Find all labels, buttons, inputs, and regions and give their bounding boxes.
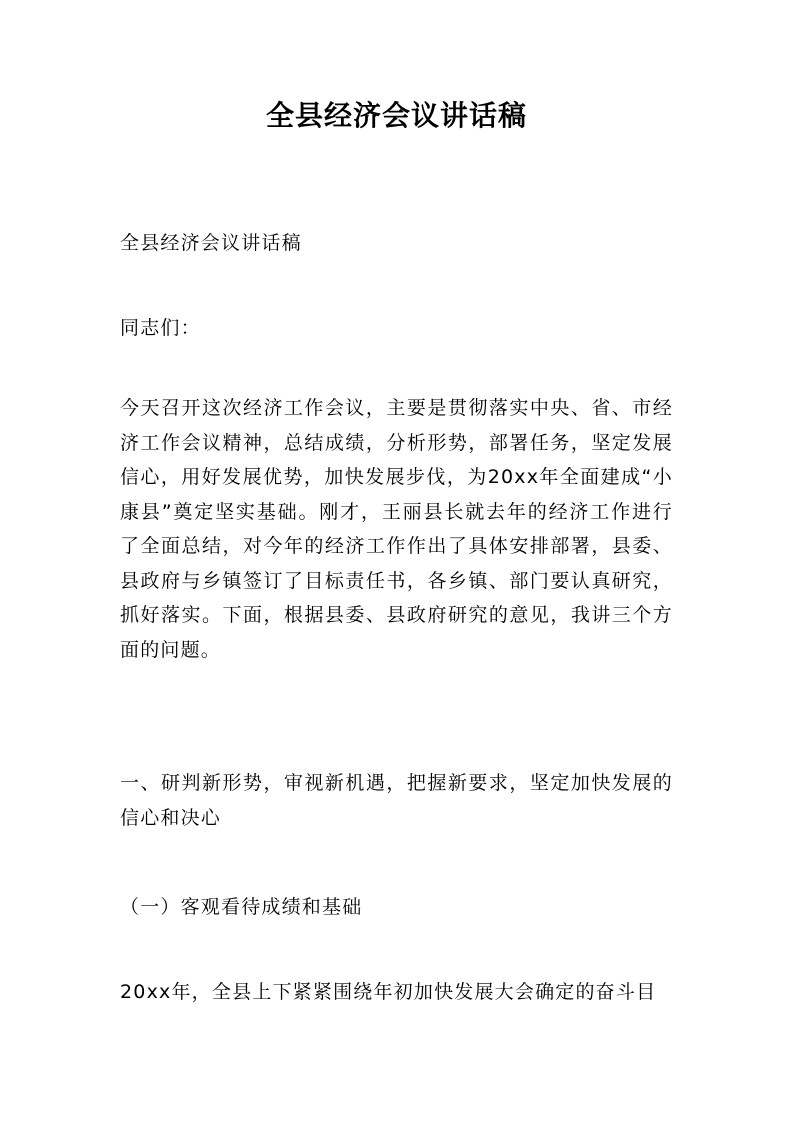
section-heading-1: 一、研判新形势，审视新机遇，把握新要求，坚定加快发展的信心和决心	[120, 772, 673, 829]
greeting-paragraph: 同志们：	[120, 317, 201, 339]
page-title: 全县经济会议讲话稿	[265, 99, 527, 132]
subsection-heading-1-1: （一）客观看待成绩和基础	[120, 896, 363, 918]
body-paragraph: 20xx年，全县上下紧紧围绕年初加快发展大会确定的奋斗目	[120, 981, 657, 1003]
intro-paragraph: 今天召开这次经济工作会议，主要是贯彻落实中央、省、市经济工作会议精神，总结成绩，分析形势，部署任务，坚定发展信心，用好发展优势，加快发展步伐，为20xx年全面建成“小康县”奠定坚实基础。刚才，王丽县长就去年的经济工作进行了全面总结，对今年的经济工作作出了具体安排部署，县委、县政府与乡镇签订了目标责任书，各乡镇、部门要认真研究，抓好落实。下面，根据县委、县政府研究的意见，我讲三个方面的问题。	[120, 397, 673, 661]
document-subtitle: 全县经济会议讲话稿	[120, 232, 302, 254]
